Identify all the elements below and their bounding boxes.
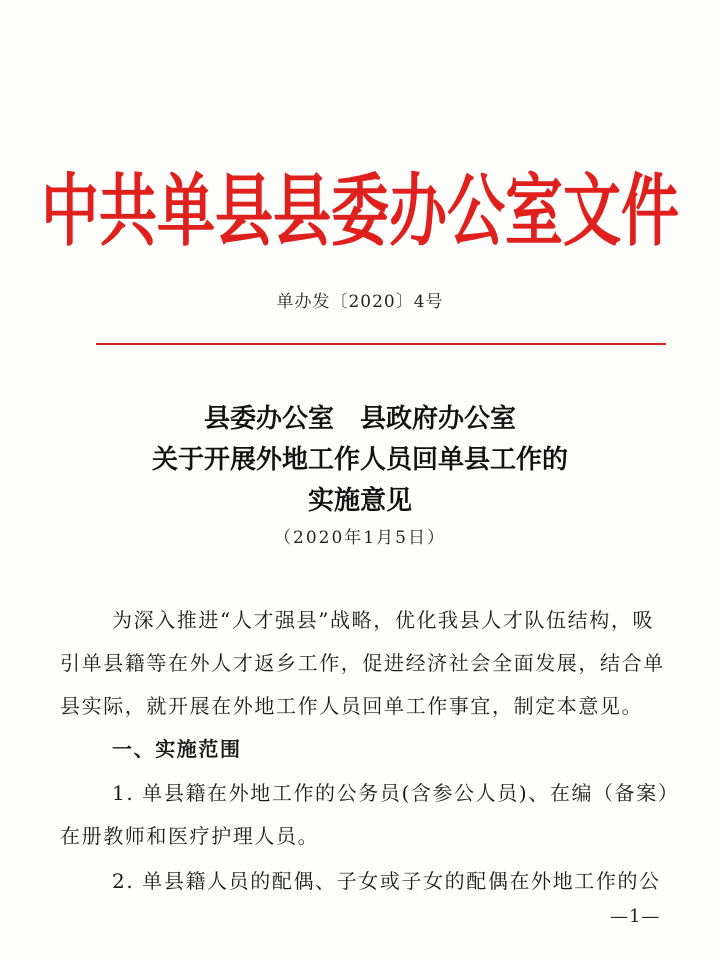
document-number: 单办发〔2020〕4号: [276, 292, 444, 312]
doc-title-line-1: 县委办公室 县政府办公室: [203, 404, 516, 434]
doc-title-line-2: 关于开展外地工作人员回单县工作的: [151, 445, 568, 475]
section-heading-scope: 一、实施范围: [112, 737, 242, 761]
intro-line-3: 县实际，就开展在外地工作人员回单工作事宜，制定本意见。: [60, 694, 644, 718]
doc-date: （2020年1月5日）: [274, 528, 446, 548]
red-divider-line: [96, 343, 666, 345]
page-number: —1—: [610, 906, 661, 927]
item-2-line-1: 2. 单县籍人员的配偶、子女或子女的配偶在外地工作的公: [112, 869, 661, 893]
org-header-title: 中共单县县委办公室文件: [40, 164, 679, 257]
item-1-line-1: 1. 单县籍在外地工作的公务员(含参公人员)、在编（备案）: [112, 781, 680, 805]
intro-line-2: 引单县籍等在外人才返乡工作，促进经济社会全面发展，结合单: [60, 651, 665, 675]
item-1-line-2: 在册教师和医疗护理人员。: [60, 824, 320, 848]
doc-title-line-3: 实施意见: [307, 486, 412, 516]
intro-line-1: 为深入推进“人才强县”战略，优化我县人才队伍结构，吸: [112, 608, 655, 632]
